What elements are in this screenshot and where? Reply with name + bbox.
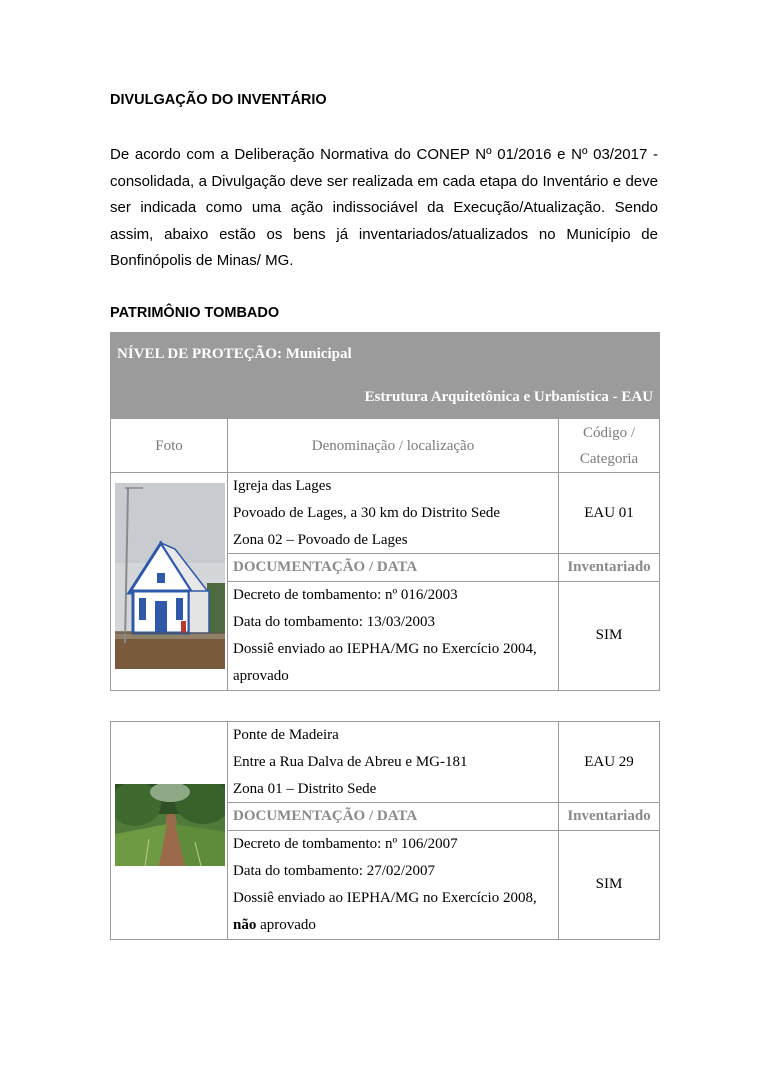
entry-code: EAU 01 [559, 473, 660, 554]
col-header-codigo-line2: Categoria [579, 450, 639, 467]
heritage-table-1 [110, 332, 660, 691]
col-header-foto: Foto [111, 419, 228, 473]
section-heading-divulgacao: DIVULGAÇÃO DO INVENTÁRIO [110, 92, 327, 108]
entry-code: EAU 29 [559, 722, 660, 803]
documentation-status: Inventariado [559, 554, 660, 582]
church-photo [115, 483, 225, 669]
dossier-status: aprovado [233, 667, 289, 684]
entry-location: Entre a Rua Dalva de Abreu e MG-181 [233, 753, 468, 770]
bridge-photo [115, 784, 225, 866]
dossier-status: aprovado [260, 916, 316, 933]
tombado-value: SIM [559, 831, 660, 939]
table-row [111, 473, 660, 554]
decree-text: Decreto de tombamento: nº 106/2007 [233, 836, 458, 853]
entry-info-cell [228, 473, 559, 554]
decree-text: Decreto de tombamento: nº 016/2003 [233, 587, 458, 604]
protection-level-row [111, 333, 660, 376]
column-header-row [111, 419, 660, 473]
documentation-details [228, 582, 559, 690]
photo-cell [111, 473, 228, 691]
dossier-text: Dossiê enviado ao IEPHA/MG no Exercício 2008, [233, 889, 537, 906]
decree-date: Data do tombamento: 13/03/2003 [233, 614, 436, 631]
col-header-codigo [559, 419, 660, 473]
protection-level-cell: NÍVEL DE PROTEÇÃO: Municipal [111, 333, 660, 376]
table-row [111, 722, 660, 803]
dossier-negation: não [233, 916, 257, 933]
col-header-codigo-line1: Código / [582, 424, 636, 441]
dossier-status-line [233, 912, 553, 939]
heritage-table-2 [110, 721, 660, 940]
documentation-label: DOCUMENTAÇÃO / DATA [228, 554, 559, 582]
documentation-label: DOCUMENTAÇÃO / DATA [228, 803, 559, 831]
entry-zone: Zona 01 – Distrito Sede [233, 780, 377, 797]
entry-zone: Zona 02 – Povoado de Lages [233, 531, 408, 548]
structure-row [111, 376, 660, 419]
entry-name: Ponte de Madeira [233, 727, 339, 743]
col-header-denominacao: Denominação / localização [228, 419, 559, 473]
dossier-text: Dossiê enviado ao IEPHA/MG no Exercício 2004, [233, 640, 537, 657]
entry-name: Igreja das Lages [233, 478, 332, 494]
tombado-value: SIM [559, 582, 660, 690]
structure-cell: Estrutura Arquitetônica e Urbanística - EAU [111, 376, 660, 419]
photo-cell [111, 722, 228, 940]
documentation-status: Inventariado [559, 803, 660, 831]
entry-info-cell [228, 722, 559, 803]
decree-date: Data do tombamento: 27/02/2007 [233, 863, 436, 880]
documentation-details [228, 831, 559, 939]
entry-location: Povoado de Lages, a 30 km do Distrito Sede [233, 504, 501, 521]
intro-paragraph: De acordo com a Deliberação Normativa do CONEP Nº 01/2016 e Nº 03/2017 - consolidada, a Divulgação deve ser realizada em cada etapa do Inventário e deve ser indicada como uma ação indissociável da Execução/Atualização. Sendo assim, abaixo estão os bens já inventariados/atualizados no Município de Bonfinópolis de Minas/ MG. [110, 146, 658, 270]
section-heading-patrimonio: PATRIMÔNIO TOMBADO [110, 305, 280, 321]
